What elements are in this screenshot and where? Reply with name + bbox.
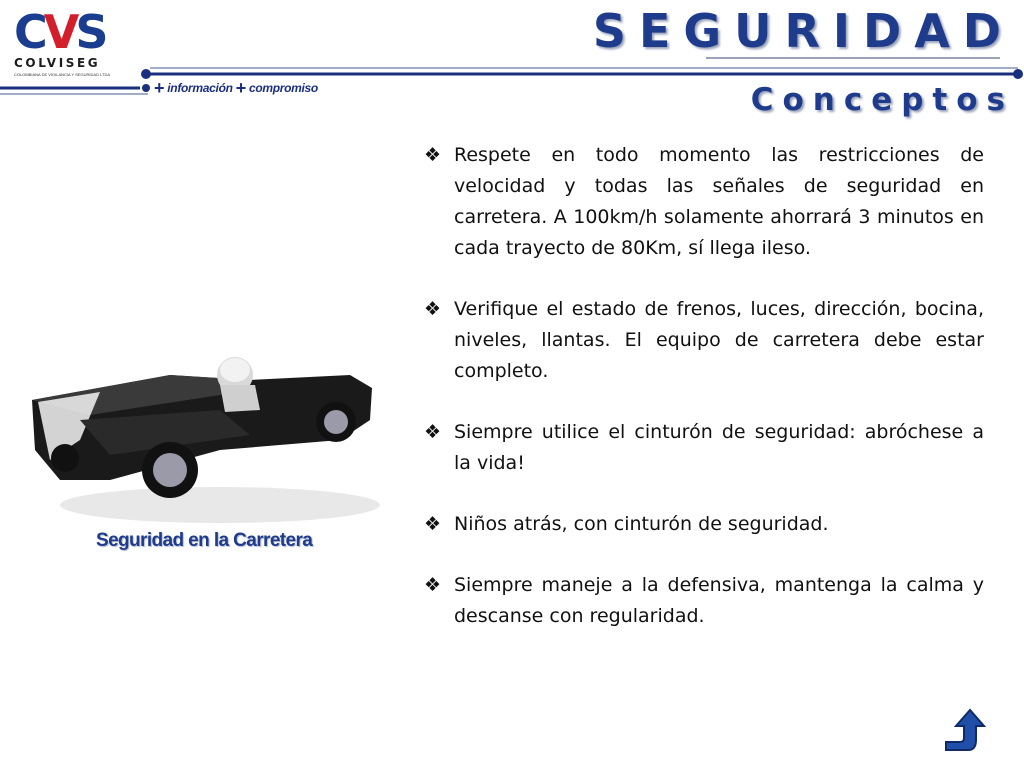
diamond-bullet-icon: ❖: [424, 421, 442, 443]
diamond-bullet-icon: ❖: [424, 144, 442, 166]
company-logo: [8, 6, 134, 80]
plus-icon: +: [235, 78, 246, 98]
tagline-part2: compromiso: [248, 81, 318, 95]
tagline-part1: información: [167, 81, 233, 95]
return-arrow-icon[interactable]: [940, 706, 990, 756]
list-item: [424, 570, 984, 632]
list-item: [424, 509, 984, 540]
list-item: [424, 140, 984, 264]
logo-mark: CVS: [14, 5, 105, 59]
diamond-bullet-icon: ❖: [424, 298, 442, 320]
bullet-text: Verifique el estado de frenos, luces, dirección, bocina, niveles, llantas. El equipo de carretera debe estar completo.: [454, 298, 984, 382]
logo-subtext: COLOMBIANA DE VIGILANCIA Y SEGURIDAD LTDA: [14, 72, 111, 77]
car-driver-illustration: [20, 340, 380, 530]
bullet-text: Niños atrás, con cinturón de seguridad.: [454, 513, 829, 535]
diamond-bullet-icon: ❖: [424, 574, 442, 596]
page-title: SEGURIDAD: [592, 4, 1014, 58]
page-subtitle: Conceptos: [750, 82, 1014, 118]
bullet-list: [424, 140, 984, 662]
list-item: [424, 417, 984, 479]
bullet-text: Siempre utilice el cinturón de seguridad: abróchese a la vida!: [454, 421, 984, 474]
plus-icon: +: [154, 78, 165, 98]
bullet-text: Siempre maneje a la defensiva, mantenga la calma y descanse con regularidad.: [454, 574, 984, 627]
list-item: [424, 294, 984, 387]
image-caption: Seguridad en la Carretera: [96, 530, 313, 551]
diamond-bullet-icon: ❖: [424, 513, 442, 535]
logo-name: COLVISEG: [14, 56, 101, 70]
bullet-text: Respete en todo momento las restricciones de velocidad y todas las señales de seguridad en carretera. A 100km/h solamente ahorrará 3 minutos en cada trayecto de 80Km, sí llega ileso.: [454, 144, 984, 259]
tagline: [154, 78, 318, 99]
